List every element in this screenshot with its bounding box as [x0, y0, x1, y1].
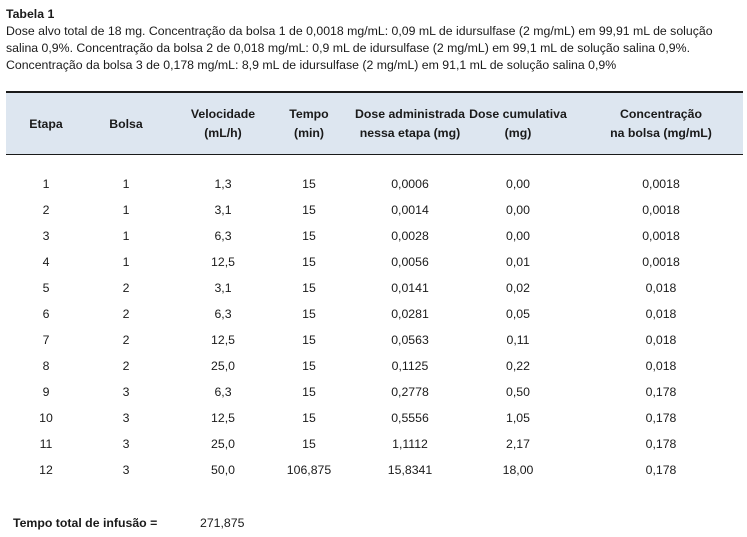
column-header-line: Velocidade: [190, 107, 256, 121]
table-row: [6, 301, 743, 327]
cell-bag: 1: [122, 177, 130, 191]
column-header-line: na bolsa (mg/mL): [610, 126, 712, 140]
cell-rate: 3,1: [214, 281, 232, 295]
cell-dose-cumulative: 0,11: [506, 333, 530, 347]
cell-time: 15: [302, 255, 316, 269]
cell-bag: 1: [122, 229, 130, 243]
cell-concentration: 0,0018: [642, 229, 680, 243]
total-infusion-time-value: 271,875: [200, 516, 245, 530]
column-header-line: (mL/h): [204, 126, 242, 140]
cell-time: 15: [302, 307, 316, 321]
cell-time: 15: [302, 437, 316, 451]
cell-dose-cumulative: 0,05: [506, 307, 530, 321]
cell-concentration: 0,0018: [642, 203, 680, 217]
table-title: Tabela 1: [6, 7, 55, 21]
cell-step: 10: [39, 411, 53, 425]
cell-time: 15: [302, 359, 316, 373]
cell-bag: 3: [122, 463, 130, 477]
cell-dose-cumulative: 2,17: [506, 437, 530, 451]
table-row: [6, 379, 743, 405]
cell-concentration: 0,178: [645, 463, 677, 477]
caption-line-1: Dose alvo total de 18 mg. Concentração da bolsa 1 de 0,0018 mg/mL: 0,09 mL de idursulfase (2 mg/mL) em 99,91 mL de solução: [6, 24, 713, 38]
caption-line-3: Concentração da bolsa 3 de 0,178 mg/mL: 8,9 mL de idursulfase (2 mg/mL) em 91,1 mL de solução salina 0,9%: [6, 58, 617, 72]
column-header-rate: [191, 93, 255, 155]
cell-bag: 1: [122, 255, 130, 269]
cell-rate: 50,0: [211, 463, 235, 477]
cell-step: 7: [42, 333, 50, 347]
cell-rate: 12,5: [211, 333, 235, 347]
column-header-line: nessa etapa (mg): [359, 126, 461, 140]
cell-step: 9: [42, 385, 50, 399]
column-header-line: Dose cumulativa: [469, 107, 567, 121]
table-row: [6, 431, 743, 457]
cell-rate: 25,0: [211, 437, 235, 451]
cell-time: 15: [302, 229, 316, 243]
column-header-line: Dose administrada: [354, 107, 466, 121]
table-caption: [6, 6, 744, 74]
cell-step: 8: [42, 359, 50, 373]
cell-rate: 25,0: [211, 359, 235, 373]
column-header-line: Tempo: [289, 107, 329, 121]
cell-dose-cumulative: 18,00: [502, 463, 534, 477]
table-header: [6, 91, 743, 155]
cell-dose-cumulative: 0,00: [506, 229, 530, 243]
cell-step: 12: [39, 463, 53, 477]
cell-bag: 3: [122, 411, 130, 425]
table-row: [6, 275, 743, 301]
cell-rate: 3,1: [214, 203, 232, 217]
cell-step: 11: [39, 437, 53, 451]
table-body: [6, 171, 743, 483]
cell-step: 5: [42, 281, 50, 295]
table-row: [6, 457, 743, 483]
cell-dose-cumulative: 0,02: [506, 281, 530, 295]
cell-dose-cumulative: 0,50: [506, 385, 530, 399]
table-row: [6, 171, 743, 197]
cell-concentration: 0,018: [645, 281, 677, 295]
cell-bag: 2: [122, 307, 130, 321]
cell-dose-step: 0,0563: [391, 333, 429, 347]
column-header-time: [289, 93, 328, 155]
cell-concentration: 0,0018: [642, 255, 680, 269]
cell-rate: 6,3: [214, 307, 232, 321]
cell-bag: 1: [122, 203, 130, 217]
cell-step: 4: [42, 255, 50, 269]
cell-bag: 3: [122, 437, 130, 451]
cell-concentration: 0,018: [645, 359, 677, 373]
cell-dose-step: 0,5556: [391, 411, 429, 425]
column-header-line: Bolsa: [109, 116, 143, 131]
cell-step: 2: [42, 203, 50, 217]
cell-concentration: 0,018: [645, 307, 677, 321]
table-row: [6, 353, 743, 379]
cell-concentration: 0,178: [645, 385, 677, 399]
cell-step: 6: [42, 307, 50, 321]
cell-dose-step: 15,8341: [387, 463, 433, 477]
cell-dose-cumulative: 1,05: [506, 411, 530, 425]
column-header-dose-step: [355, 93, 465, 155]
column-header-concentration: [610, 93, 712, 155]
total-infusion-time-label: Tempo total de infusão =: [13, 516, 158, 530]
cell-bag: 3: [122, 385, 130, 399]
cell-time: 15: [302, 333, 316, 347]
cell-rate: 6,3: [214, 385, 232, 399]
cell-bag: 2: [122, 359, 130, 373]
cell-dose-cumulative: 0,00: [506, 203, 530, 217]
cell-dose-step: 0,0028: [391, 229, 429, 243]
cell-dose-cumulative: 0,01: [506, 255, 530, 269]
cell-time: 15: [302, 203, 316, 217]
cell-rate: 12,5: [211, 255, 235, 269]
column-header-line: (mg): [504, 126, 532, 140]
cell-rate: 12,5: [211, 411, 235, 425]
cell-concentration: 0,0018: [642, 177, 680, 191]
table-row: [6, 327, 743, 353]
cell-time: 106,875: [286, 463, 332, 477]
cell-time: 15: [302, 411, 316, 425]
cell-concentration: 0,178: [645, 411, 677, 425]
table-row: [6, 223, 743, 249]
cell-step: 1: [42, 177, 50, 191]
table-row: [6, 197, 743, 223]
cell-rate: 6,3: [214, 229, 232, 243]
column-header-line: Concentração: [619, 107, 702, 121]
column-header-bag: [109, 93, 143, 155]
cell-dose-step: 0,0281: [391, 307, 429, 321]
cell-bag: 2: [122, 281, 130, 295]
cell-concentration: 0,018: [645, 333, 677, 347]
cell-dose-step: 1,1112: [392, 437, 428, 451]
column-header-dose-cumulative: [469, 93, 567, 155]
cell-concentration: 0,178: [645, 437, 677, 451]
table-row: [6, 405, 743, 431]
cell-dose-step: 0,0056: [391, 255, 429, 269]
cell-time: 15: [302, 281, 316, 295]
cell-time: 15: [302, 385, 316, 399]
column-header-line: Etapa: [29, 116, 63, 131]
cell-rate: 1,3: [214, 177, 232, 191]
cell-dose-cumulative: 0,22: [506, 359, 530, 373]
cell-dose-step: 0,0141: [391, 281, 429, 295]
cell-dose-cumulative: 0,00: [506, 177, 530, 191]
column-header-line: (min): [293, 126, 325, 140]
column-header-step: [29, 93, 63, 155]
cell-step: 3: [42, 229, 50, 243]
table-row: [6, 249, 743, 275]
cell-time: 15: [302, 177, 316, 191]
caption-line-2: salina 0,9%. Concentração da bolsa 2 de 0,018 mg/mL: 0,9 mL de idursulfase (2 mg/mL) em 99,1 mL de solução salina 0,9%.: [6, 41, 690, 55]
cell-dose-step: 0,1125: [391, 359, 429, 373]
cell-bag: 2: [122, 333, 130, 347]
cell-dose-step: 0,0006: [391, 177, 429, 191]
cell-dose-step: 0,0014: [391, 203, 429, 217]
cell-dose-step: 0,2778: [391, 385, 429, 399]
